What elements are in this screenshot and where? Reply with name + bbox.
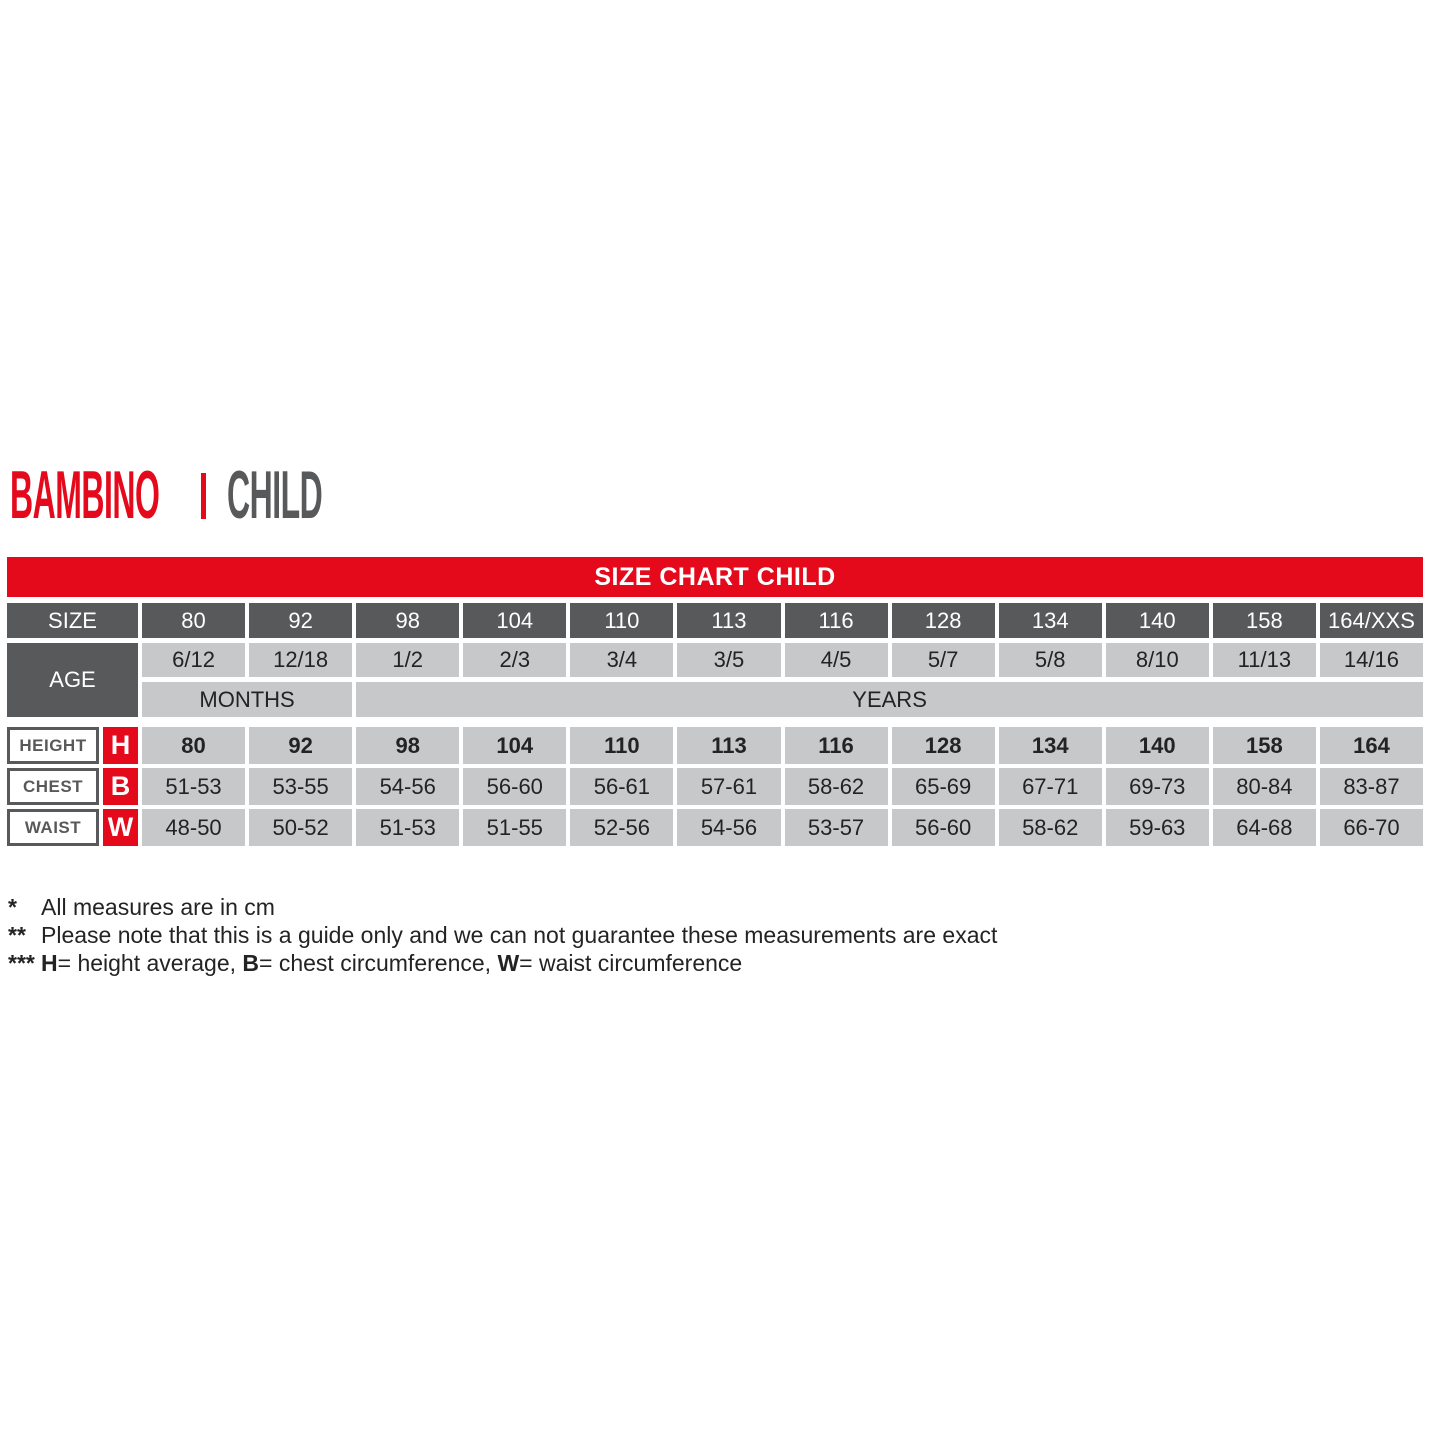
height-cell: 116 bbox=[785, 727, 888, 764]
age-cell: 6/12 bbox=[142, 643, 245, 677]
age-cell: 8/10 bbox=[1106, 643, 1209, 677]
size-cell: 158 bbox=[1213, 603, 1316, 638]
waist-code-badge: W bbox=[103, 809, 138, 846]
footnote-text: H= height average, B= chest circumference, W= waist circumference bbox=[41, 950, 743, 976]
chest-cell: 69-73 bbox=[1106, 768, 1209, 805]
height-row-header bbox=[7, 727, 138, 764]
waist-cell: 58-62 bbox=[999, 809, 1102, 846]
age-cell: 12/18 bbox=[249, 643, 352, 677]
age-cell: 5/8 bbox=[999, 643, 1102, 677]
waist-cell: 56-60 bbox=[892, 809, 995, 846]
title-separator-bar bbox=[201, 473, 206, 519]
footnote-guide bbox=[8, 921, 997, 949]
chest-cell: 58-62 bbox=[785, 768, 888, 805]
height-cell: 110 bbox=[570, 727, 673, 764]
waist-cell: 59-63 bbox=[1106, 809, 1209, 846]
height-cell: 92 bbox=[249, 727, 352, 764]
footnote-legend bbox=[8, 949, 997, 977]
height-cell: 98 bbox=[356, 727, 459, 764]
age-cell: 11/13 bbox=[1213, 643, 1316, 677]
chest-label: CHEST bbox=[7, 768, 99, 805]
waist-cell: 51-53 bbox=[356, 809, 459, 846]
footnote-text: Please note that this is a guide only and we can not guarantee these measurements are exact bbox=[41, 922, 998, 948]
waist-cell: 54-56 bbox=[677, 809, 780, 846]
waist-cell: 53-57 bbox=[785, 809, 888, 846]
page-title bbox=[10, 457, 510, 533]
waist-row-header bbox=[7, 809, 138, 846]
waist-cell: 66-70 bbox=[1320, 809, 1423, 846]
chest-cell: 51-53 bbox=[142, 768, 245, 805]
footnote-measures bbox=[8, 893, 997, 921]
title-italian: BAMBINO bbox=[10, 457, 160, 533]
waist-cell: 64-68 bbox=[1213, 809, 1316, 846]
age-period-months: MONTHS bbox=[142, 682, 352, 717]
size-cell: 80 bbox=[142, 603, 245, 638]
footnote-marker: * bbox=[8, 894, 17, 920]
size-cell: 92 bbox=[249, 603, 352, 638]
height-cell: 113 bbox=[677, 727, 780, 764]
waist-cell: 48-50 bbox=[142, 809, 245, 846]
size-cell: 134 bbox=[999, 603, 1102, 638]
age-row-header: AGE bbox=[7, 643, 138, 717]
chest-cell: 56-61 bbox=[570, 768, 673, 805]
waist-cell: 52-56 bbox=[570, 809, 673, 846]
size-age-table bbox=[7, 603, 1423, 717]
height-cell: 158 bbox=[1213, 727, 1316, 764]
chest-cell: 53-55 bbox=[249, 768, 352, 805]
height-cell: 104 bbox=[463, 727, 566, 764]
age-cell: 4/5 bbox=[785, 643, 888, 677]
chest-cell: 67-71 bbox=[999, 768, 1102, 805]
title-english: CHILD bbox=[227, 457, 323, 533]
size-cell: 128 bbox=[892, 603, 995, 638]
height-cell: 140 bbox=[1106, 727, 1209, 764]
height-label: HEIGHT bbox=[7, 727, 99, 764]
banner-label: SIZE CHART CHILD bbox=[594, 562, 836, 591]
size-cell: 113 bbox=[677, 603, 780, 638]
chest-code-badge: B bbox=[103, 768, 138, 805]
size-cell: 98 bbox=[356, 603, 459, 638]
height-cell: 134 bbox=[999, 727, 1102, 764]
size-cell: 140 bbox=[1106, 603, 1209, 638]
size-row-header: SIZE bbox=[7, 603, 138, 638]
age-period-years: YEARS bbox=[356, 682, 1423, 717]
age-cell: 3/5 bbox=[677, 643, 780, 677]
chest-row-header bbox=[7, 768, 138, 805]
size-cell: 104 bbox=[463, 603, 566, 638]
age-cell: 5/7 bbox=[892, 643, 995, 677]
height-cell: 164 bbox=[1320, 727, 1423, 764]
age-cell: 14/16 bbox=[1320, 643, 1423, 677]
size-cell: 110 bbox=[570, 603, 673, 638]
waist-cell: 50-52 bbox=[249, 809, 352, 846]
waist-label: WAIST bbox=[7, 809, 99, 846]
footnote-text: All measures are in cm bbox=[41, 894, 275, 920]
chest-cell: 56-60 bbox=[463, 768, 566, 805]
chest-cell: 80-84 bbox=[1213, 768, 1316, 805]
age-cell: 2/3 bbox=[463, 643, 566, 677]
height-code-badge: H bbox=[103, 727, 138, 764]
waist-cell: 51-55 bbox=[463, 809, 566, 846]
size-cell: 116 bbox=[785, 603, 888, 638]
chest-cell: 54-56 bbox=[356, 768, 459, 805]
age-cell: 3/4 bbox=[570, 643, 673, 677]
height-cell: 80 bbox=[142, 727, 245, 764]
footnote-marker: ** bbox=[8, 922, 26, 948]
height-cell: 128 bbox=[892, 727, 995, 764]
size-cell: 164/XXS bbox=[1320, 603, 1423, 638]
footnote-marker: *** bbox=[8, 950, 35, 976]
age-cell: 1/2 bbox=[356, 643, 459, 677]
chest-cell: 83-87 bbox=[1320, 768, 1423, 805]
measurement-table bbox=[7, 727, 1423, 846]
footnotes bbox=[8, 893, 997, 977]
size-chart-banner bbox=[7, 557, 1423, 597]
chest-cell: 65-69 bbox=[892, 768, 995, 805]
chest-cell: 57-61 bbox=[677, 768, 780, 805]
